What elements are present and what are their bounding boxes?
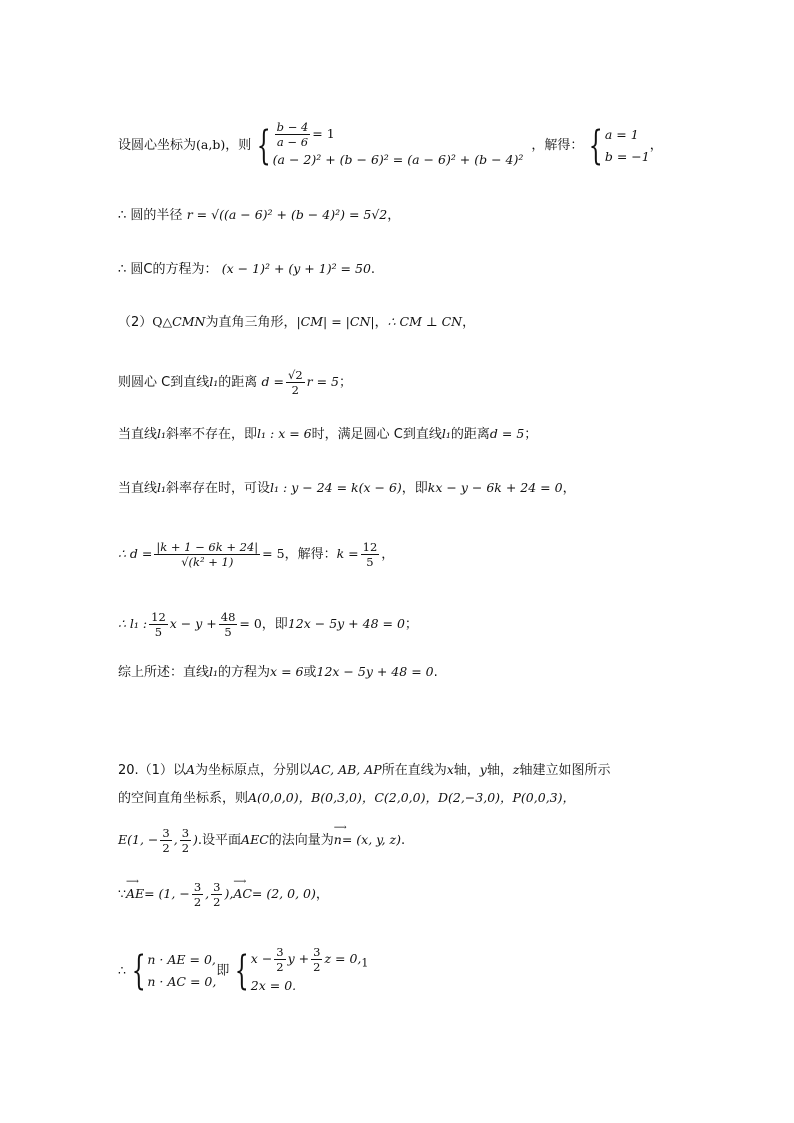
text: ，: [315, 887, 329, 902]
text: ，: [387, 208, 401, 223]
numerator: b − 4: [276, 120, 309, 134]
math: A(0,0,0)，B(0,3,0)，C(2,0,0)，D(2,−3,0)，P(0,0,3)，: [248, 790, 575, 805]
line-no-slope: [118, 425, 537, 444]
math: l₁: [157, 480, 167, 495]
line-p20-1: [118, 761, 610, 780]
text: 斜率存在时，可设: [166, 481, 271, 496]
numerator: |k + 1 − 6k + 24|: [156, 540, 259, 554]
denominator: 2: [313, 960, 321, 974]
math: △CMN: [162, 314, 206, 329]
text: .设平面: [197, 833, 242, 848]
math: a = 1: [604, 126, 639, 142]
solution-system: [605, 124, 650, 168]
numerator: 3: [193, 880, 202, 894]
math: |CM| = |CN|: [296, 314, 375, 329]
fraction: [180, 826, 191, 855]
text: 的距离: [450, 427, 490, 442]
math: = (x, y, z): [341, 832, 401, 847]
numerator: 12: [362, 540, 378, 554]
math: 12x − 5y + 48 = 0: [287, 616, 405, 631]
text: ，: [649, 138, 663, 153]
math: x −: [250, 951, 273, 966]
fraction: [192, 880, 203, 909]
math: l₁: [441, 426, 451, 441]
math: E(1, −: [118, 832, 159, 847]
text: （2）: [118, 315, 153, 330]
text: 斜率不存在，即: [166, 427, 258, 442]
math: ⟶ n: [334, 831, 342, 849]
brace: {: [131, 947, 146, 994]
math: A: [185, 762, 195, 777]
fraction: [219, 610, 238, 639]
text: .: [433, 665, 438, 680]
math: z: [512, 762, 520, 777]
equation-system: [273, 120, 524, 171]
text: 的法向量为: [268, 833, 334, 848]
fraction: [311, 945, 322, 974]
math: ): [193, 832, 198, 847]
line-p20-5: [118, 945, 368, 997]
text: ，: [381, 547, 395, 562]
math: l₁: [209, 664, 219, 679]
math: kx − y − 6k + 24 = 0: [427, 480, 563, 495]
fraction: [160, 826, 171, 855]
math: n · AE = 0,: [147, 951, 216, 967]
math: x = 6: [270, 664, 304, 679]
fraction: [286, 368, 305, 397]
math: n · AC = 0,: [147, 973, 217, 989]
math: (x − 1)² + (y + 1)² = 50: [221, 261, 371, 276]
denominator: 5: [366, 555, 374, 569]
text: ∴ 圆C的方程为：: [118, 262, 218, 277]
text: ；: [524, 427, 538, 442]
math: ∴ l₁ :: [118, 616, 148, 631]
text: 综上所述：直线: [118, 665, 210, 680]
fraction: [361, 540, 380, 569]
numerator: 3: [213, 880, 221, 894]
fraction: [275, 120, 311, 149]
text: ，则: [225, 138, 252, 153]
math: r = 5: [306, 374, 340, 389]
denominator: 5: [154, 625, 163, 639]
text: 的距离: [218, 375, 258, 390]
denominator: a − 6: [276, 135, 309, 149]
math: k =: [336, 546, 359, 561]
fraction: [274, 945, 285, 974]
math: ∴: [118, 962, 126, 978]
line-solve-k: [118, 540, 394, 569]
math: 1: [361, 956, 369, 970]
math: l₁: [209, 374, 219, 389]
math: = 5: [262, 546, 285, 561]
denominator: 5: [224, 625, 232, 639]
line-circle-equation: [118, 260, 375, 279]
line-p20-2: [118, 789, 575, 808]
line-p20-4: [118, 880, 329, 909]
math: y: [479, 762, 487, 777]
text: 为坐标原点，分别以: [194, 763, 312, 778]
math: ,: [205, 886, 210, 901]
math: b = −1: [604, 148, 650, 164]
text: 时，满足圆心 C到直线: [311, 427, 442, 442]
numerator: 48: [220, 610, 236, 624]
denominator: 2: [291, 383, 299, 397]
math: AEC: [241, 832, 269, 847]
text: 当直线: [118, 427, 158, 442]
math: (a − 2)² + (b − 6)² = (a − 6)² + (b − 4)²: [272, 152, 524, 167]
brace: {: [256, 122, 271, 169]
math: l₁ : x = 6: [257, 426, 312, 441]
math: d =: [261, 374, 284, 389]
text: 轴，: [453, 763, 480, 778]
math: AC, AB, AP: [312, 762, 382, 777]
text: 的空间直角坐标系，则: [118, 791, 249, 806]
math: ∵: [118, 886, 126, 901]
math: ,: [173, 832, 178, 847]
math: = 0: [239, 616, 262, 631]
fraction: [154, 540, 260, 569]
math: = (1, −: [144, 886, 190, 901]
text: .: [400, 833, 406, 848]
text: 即: [216, 963, 230, 979]
numerator: 3: [313, 945, 321, 959]
text: 轴，: [486, 763, 513, 778]
text: 则圆心 C到直线: [118, 375, 210, 390]
text: ，: [374, 315, 388, 330]
line-radius: [118, 206, 400, 225]
numerator: 3: [162, 826, 170, 840]
math: = 1: [312, 126, 335, 141]
numerator: 3: [181, 826, 190, 840]
math: x − y +: [169, 616, 217, 631]
math: ),: [224, 886, 234, 901]
denominator: √(k² + 1): [181, 555, 234, 569]
math: ⟶ AE: [126, 885, 144, 903]
text: ，解得：: [284, 547, 337, 562]
text: 为直角三角形，: [205, 315, 297, 330]
math: Q: [152, 314, 163, 329]
text: ；: [339, 375, 353, 390]
text: .: [370, 262, 376, 277]
text: 所在直线为: [381, 763, 447, 778]
math: ⟶ AC: [233, 885, 252, 903]
math: l₁: [157, 426, 167, 441]
equation-system: [251, 945, 369, 997]
denominator: 2: [181, 841, 190, 855]
math: ∴ CM ⊥ CN: [387, 314, 463, 329]
line-l1-equation: [118, 610, 418, 639]
math: l₁ : y − 24 = k(x − 6): [270, 480, 402, 495]
text: ，即: [261, 617, 288, 632]
denominator: 2: [276, 960, 284, 974]
line-part2-start: [118, 313, 475, 332]
math: r = √((a − 6)² + (b − 4)²) = 5√2: [186, 207, 388, 222]
line-slope-exists: [118, 479, 576, 498]
numerator: 12: [151, 610, 166, 624]
text: 当直线: [118, 481, 158, 496]
text: 的方程为: [218, 665, 271, 680]
brace: {: [589, 122, 604, 169]
text: ；: [404, 617, 418, 632]
fraction: [211, 880, 222, 909]
math: = (2, 0, 0): [251, 886, 316, 901]
math: (a,b): [196, 137, 226, 152]
math: y +: [287, 951, 310, 966]
denominator: 2: [193, 895, 202, 909]
math: 12x − 5y + 48 = 0: [316, 664, 434, 679]
denominator: 2: [162, 841, 170, 855]
text: 设圆心坐标为: [118, 138, 197, 153]
math: d = 5: [489, 426, 525, 441]
text: ，即: [401, 481, 428, 496]
math: x: [446, 762, 454, 777]
equation-system: [147, 949, 216, 993]
line-center-setup: [118, 120, 663, 171]
brace: {: [235, 947, 250, 994]
numerator: √2: [288, 368, 303, 382]
numerator: 3: [276, 945, 284, 959]
text: 20.（1）以: [118, 763, 186, 778]
math: 2x = 0.: [250, 977, 297, 993]
text: 或: [303, 665, 317, 680]
line-distance: [118, 368, 352, 397]
line-p20-3: [118, 826, 405, 855]
line-conclusion: [118, 663, 438, 682]
text: 轴建立如图所示: [519, 763, 611, 778]
text: ，: [562, 481, 576, 496]
math: z = 0,: [324, 951, 362, 966]
fraction: [149, 610, 168, 639]
text: ，解得：: [531, 138, 584, 153]
denominator: 2: [213, 895, 221, 909]
text: ∴ 圆的半径: [118, 208, 183, 223]
text: ，: [462, 315, 476, 330]
math: ∴ d =: [118, 546, 153, 561]
